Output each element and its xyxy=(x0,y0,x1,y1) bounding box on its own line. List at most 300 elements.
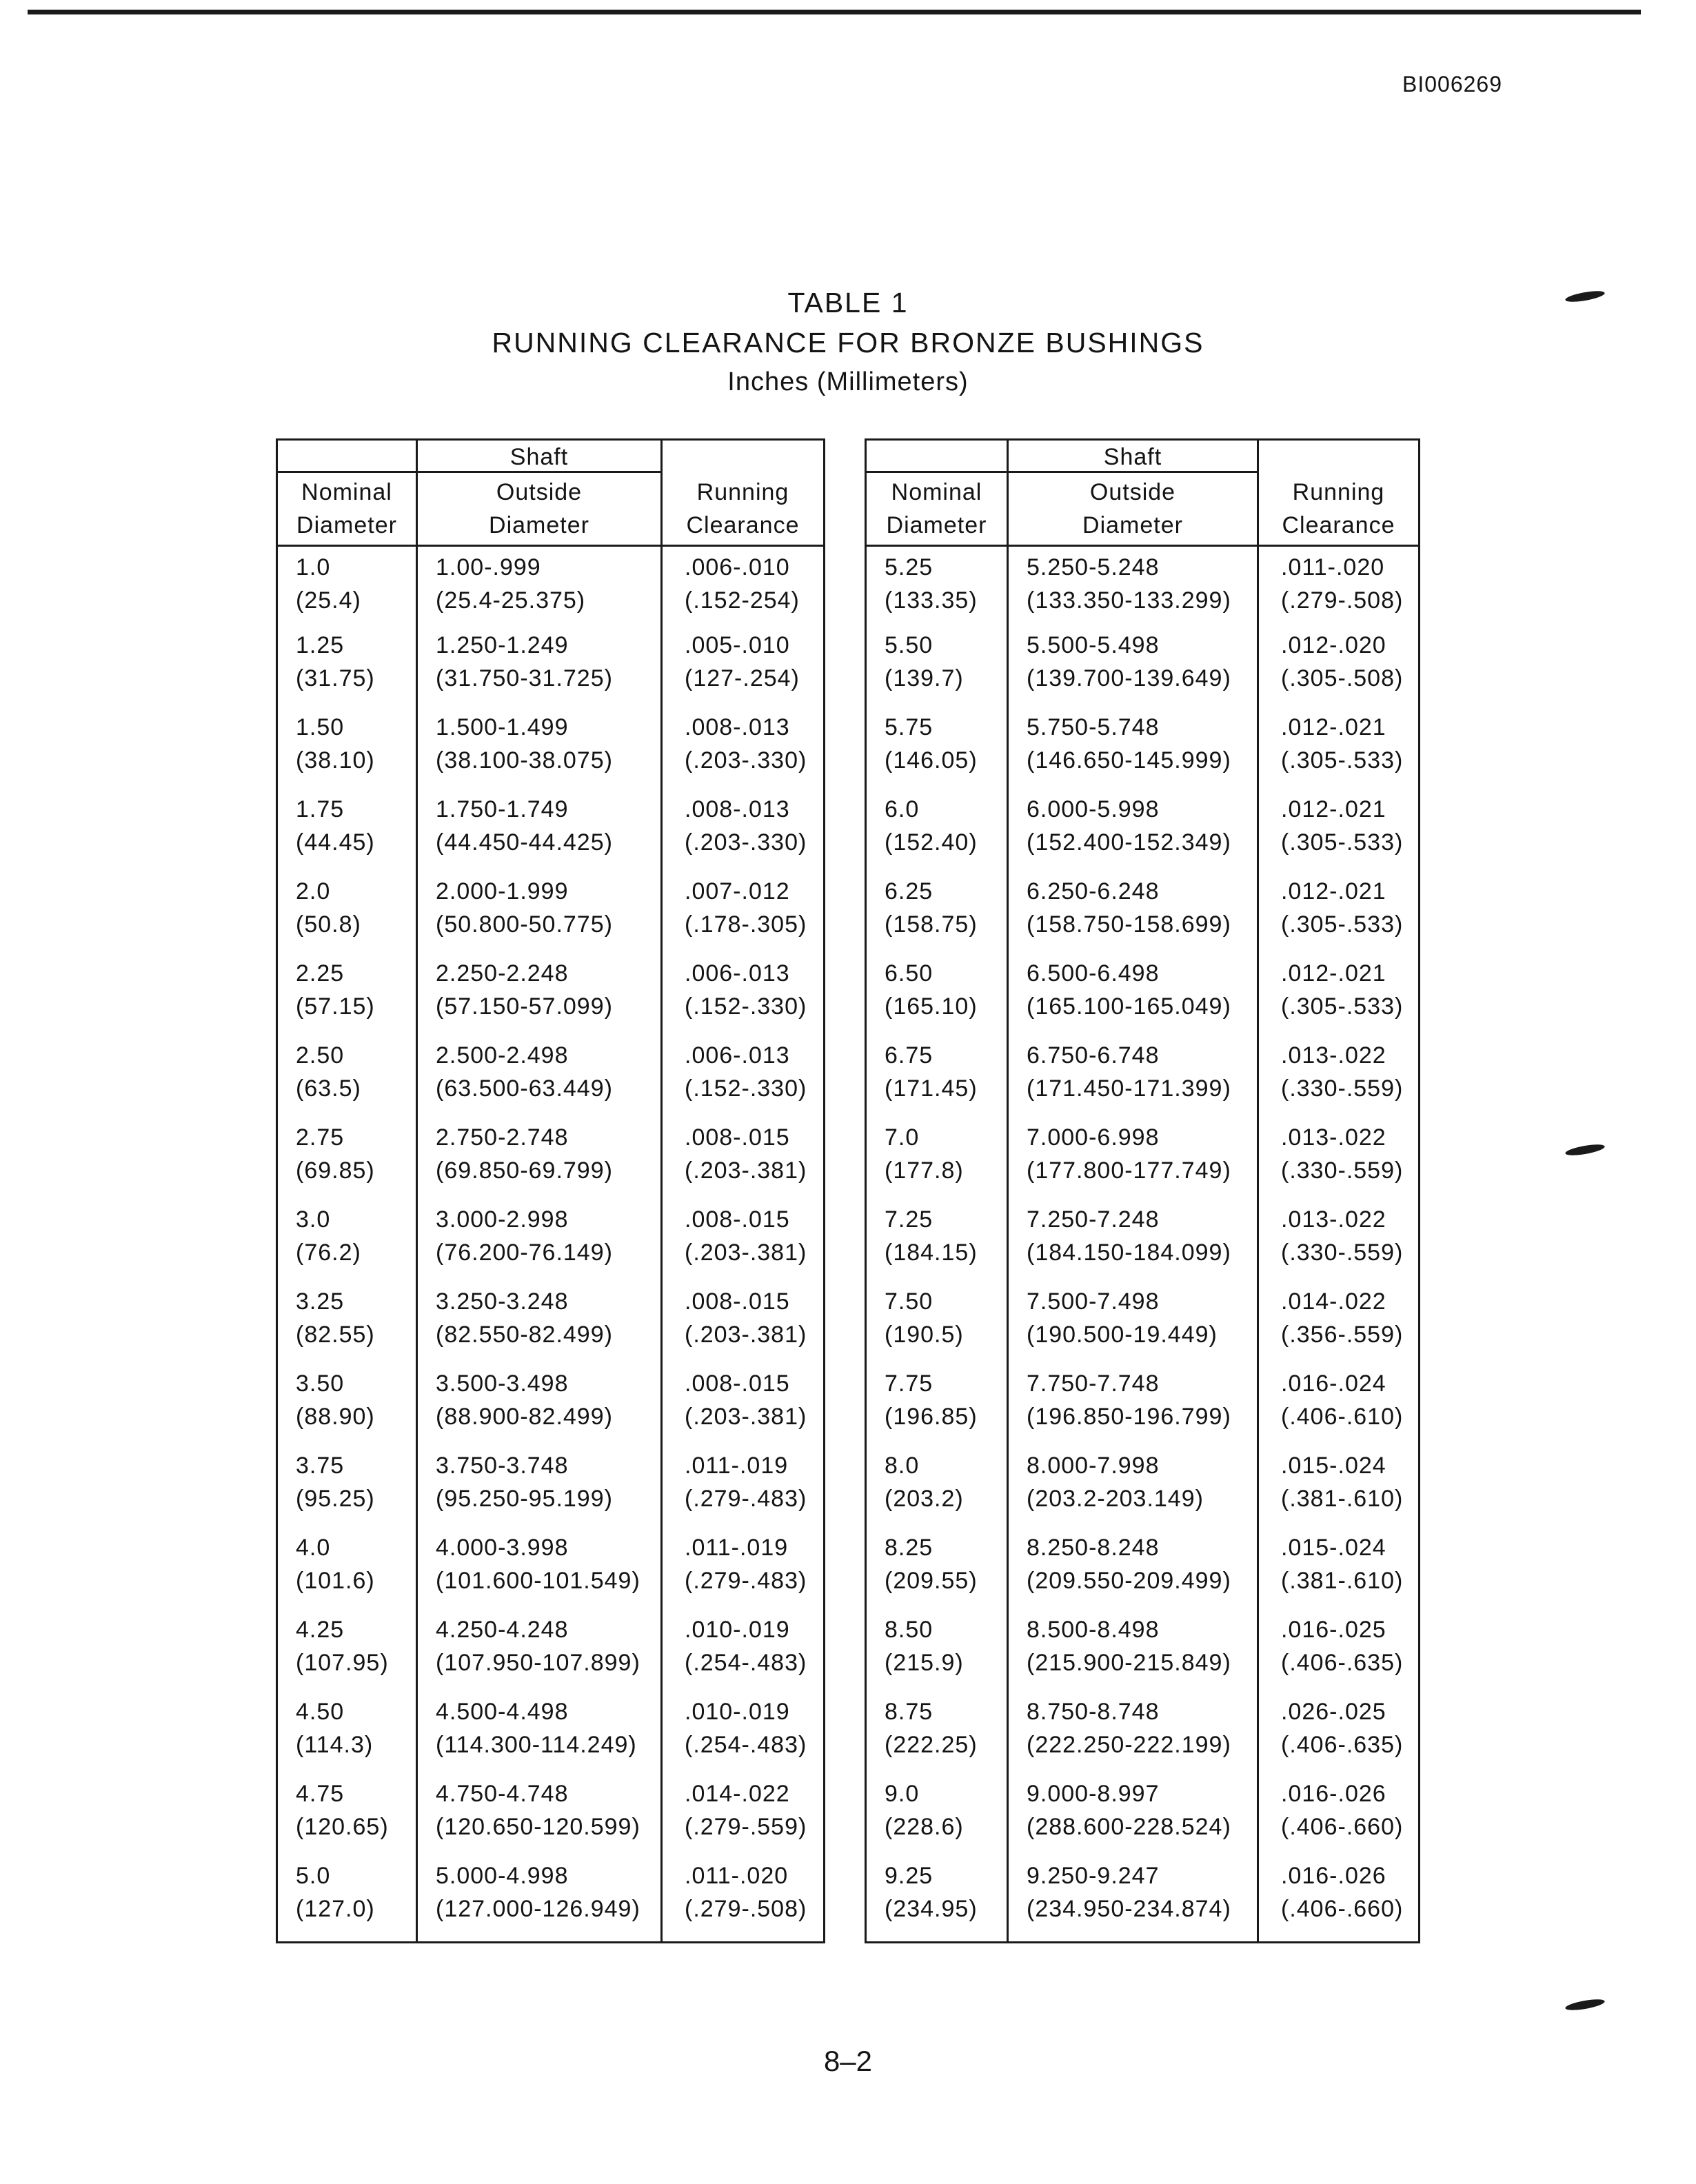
value-millimeters: (158.750-158.699) xyxy=(1027,911,1231,938)
table-row xyxy=(277,1203,825,1285)
nominal-cell xyxy=(866,1695,1008,1777)
value-millimeters: (.203-.330) xyxy=(685,747,807,774)
running-clearance-cell xyxy=(1258,1613,1420,1695)
header-line: Nominal xyxy=(891,479,982,505)
value-millimeters: (.381-.610) xyxy=(1281,1486,1404,1512)
value-inches: 3.000-2.998 xyxy=(436,1206,569,1233)
table-row xyxy=(866,957,1420,1039)
value-inches: 1.500-1.499 xyxy=(436,714,569,740)
value-millimeters: (.305-.533) xyxy=(1281,911,1404,938)
value-inches: 7.500-7.498 xyxy=(1027,1288,1160,1315)
units-label: Inches (Millimeters) xyxy=(727,367,969,396)
value-millimeters: (222.250-222.199) xyxy=(1027,1732,1231,1758)
table-row xyxy=(866,1777,1420,1859)
value-millimeters: (88.900-82.499) xyxy=(436,1404,613,1430)
value-inches: 1.00-.999 xyxy=(436,554,541,580)
nominal-cell xyxy=(866,1285,1008,1367)
top-rule xyxy=(28,10,1641,14)
running-clearance-cell xyxy=(662,1695,825,1777)
value-millimeters: (.203-.381) xyxy=(685,1322,807,1348)
nominal-cell xyxy=(277,711,417,793)
value-millimeters: (.152-.330) xyxy=(685,993,807,1020)
running-clearance-cell xyxy=(1258,793,1420,875)
table-row xyxy=(866,1449,1420,1531)
value-millimeters: (165.100-165.049) xyxy=(1027,993,1231,1020)
value-inches: 4.750-4.748 xyxy=(436,1781,569,1807)
value-inches: 6.250-6.248 xyxy=(1027,878,1160,904)
value-inches: 6.50 xyxy=(885,960,933,987)
table-row xyxy=(277,629,825,711)
value-millimeters: (82.550-82.499) xyxy=(436,1322,613,1348)
nominal-cell xyxy=(277,875,417,957)
outside-diameter-cell xyxy=(1008,793,1258,875)
value-millimeters: (203.2-203.149) xyxy=(1027,1486,1204,1512)
outside-diameter-cell xyxy=(1008,1531,1258,1613)
value-inches: 6.500-6.498 xyxy=(1027,960,1160,987)
outside-diameter-cell xyxy=(1008,1613,1258,1695)
value-millimeters: (.178-.305) xyxy=(685,911,807,938)
value-millimeters: (139.700-139.649) xyxy=(1027,665,1231,691)
value-inches: 5.75 xyxy=(885,714,933,740)
running-clearance-cell xyxy=(662,957,825,1039)
value-inches: 1.50 xyxy=(296,714,345,740)
value-millimeters: (165.10) xyxy=(885,993,978,1020)
table-row xyxy=(277,1531,825,1613)
running-clearance-cell xyxy=(1258,875,1420,957)
value-inches: .016-.025 xyxy=(1281,1617,1386,1643)
value-inches: 5.750-5.748 xyxy=(1027,714,1160,740)
value-inches: 1.75 xyxy=(296,796,345,822)
value-inches: .012-.021 xyxy=(1281,960,1386,987)
value-inches: .012-.021 xyxy=(1281,796,1386,822)
nominal-cell xyxy=(277,1531,417,1613)
value-millimeters: (215.9) xyxy=(885,1650,964,1676)
value-millimeters: (101.6) xyxy=(296,1568,375,1594)
table-subtitle: RUNNING CLEARANCE FOR BRONZE BUSHINGS xyxy=(492,327,1204,358)
outside-diameter-cell xyxy=(1008,1695,1258,1777)
value-inches: 7.750-7.748 xyxy=(1027,1371,1160,1397)
value-inches: .010-.019 xyxy=(685,1699,790,1725)
value-millimeters: (.279-.559) xyxy=(685,1814,807,1840)
table-row xyxy=(866,1039,1420,1121)
outside-diameter-cell xyxy=(1008,1121,1258,1203)
table-row xyxy=(866,1531,1420,1613)
value-inches: 2.25 xyxy=(296,960,345,987)
value-millimeters: (114.300-114.249) xyxy=(436,1732,637,1758)
value-inches: .015-.024 xyxy=(1281,1535,1386,1561)
header-blank xyxy=(662,440,825,472)
running-clearance-cell xyxy=(1258,546,1420,629)
value-inches: 4.50 xyxy=(296,1699,345,1725)
outside-diameter-cell xyxy=(417,711,662,793)
table-row xyxy=(277,1285,825,1367)
value-inches: 5.000-4.998 xyxy=(436,1863,569,1889)
value-millimeters: (95.250-95.199) xyxy=(436,1486,613,1512)
value-millimeters: (.305-.533) xyxy=(1281,829,1404,856)
table-row xyxy=(277,1777,825,1859)
value-inches: 7.000-6.998 xyxy=(1027,1124,1160,1151)
outside-diameter-cell xyxy=(417,1449,662,1531)
nominal-cell xyxy=(277,546,417,629)
table-row xyxy=(277,1859,825,1943)
value-inches: .014-.022 xyxy=(1281,1288,1386,1315)
nominal-cell xyxy=(866,875,1008,957)
table-row xyxy=(277,793,825,875)
running-clearance-cell xyxy=(662,629,825,711)
value-millimeters: (38.10) xyxy=(296,747,375,774)
value-millimeters: (.406-.660) xyxy=(1281,1896,1404,1922)
outside-diameter-cell xyxy=(417,1777,662,1859)
value-inches: 9.25 xyxy=(885,1863,933,1889)
value-millimeters: (158.75) xyxy=(885,911,978,938)
value-inches: .014-.022 xyxy=(685,1781,790,1807)
value-millimeters: (.152-.330) xyxy=(685,1075,807,1102)
value-millimeters: (209.550-209.499) xyxy=(1027,1568,1231,1594)
header-line: Running xyxy=(1292,479,1385,505)
header-shaft: Shaft xyxy=(417,440,662,472)
value-millimeters: (184.15) xyxy=(885,1240,978,1266)
header-running-clearance xyxy=(662,472,825,546)
clearance-table-left xyxy=(276,438,825,1943)
value-inches: .011-.020 xyxy=(685,1863,789,1889)
outside-diameter-cell xyxy=(1008,875,1258,957)
nominal-cell xyxy=(277,1613,417,1695)
running-clearance-cell xyxy=(1258,1777,1420,1859)
value-millimeters: (146.650-145.999) xyxy=(1027,747,1231,774)
value-millimeters: (50.800-50.775) xyxy=(436,911,613,938)
value-millimeters: (.203-.330) xyxy=(685,829,807,856)
nominal-cell xyxy=(866,1121,1008,1203)
table-row xyxy=(277,1367,825,1449)
value-millimeters: (.254-.483) xyxy=(685,1732,807,1758)
value-millimeters: (.203-.381) xyxy=(685,1157,807,1184)
nominal-cell xyxy=(866,1367,1008,1449)
value-inches: .006-.013 xyxy=(685,1042,790,1069)
value-millimeters: (.254-.483) xyxy=(685,1650,807,1676)
outside-diameter-cell xyxy=(417,546,662,629)
value-millimeters: (.305-.508) xyxy=(1281,665,1404,691)
value-inches: .013-.022 xyxy=(1281,1042,1386,1069)
value-inches: 1.25 xyxy=(296,632,345,658)
running-clearance-cell xyxy=(1258,1367,1420,1449)
value-inches: 9.0 xyxy=(885,1781,920,1807)
outside-diameter-cell xyxy=(1008,546,1258,629)
value-millimeters: (.406-.610) xyxy=(1281,1404,1404,1430)
value-inches: .007-.012 xyxy=(685,878,790,904)
value-millimeters: (288.600-228.524) xyxy=(1027,1814,1231,1840)
value-millimeters: (57.15) xyxy=(296,993,375,1020)
table-title: TABLE 1 xyxy=(787,287,909,318)
value-millimeters: (209.55) xyxy=(885,1568,978,1594)
value-millimeters: (127.0) xyxy=(296,1896,375,1922)
value-inches: 8.0 xyxy=(885,1453,920,1479)
running-clearance-cell xyxy=(662,1367,825,1449)
value-inches: 8.000-7.998 xyxy=(1027,1453,1160,1479)
value-inches: 1.0 xyxy=(296,554,331,580)
running-clearance-cell xyxy=(1258,1695,1420,1777)
value-inches: 7.0 xyxy=(885,1124,920,1151)
nominal-cell xyxy=(866,1203,1008,1285)
value-inches: 6.750-6.748 xyxy=(1027,1042,1160,1069)
value-millimeters: (120.650-120.599) xyxy=(436,1814,640,1840)
running-clearance-cell xyxy=(1258,629,1420,711)
value-millimeters: (.279-.483) xyxy=(685,1486,807,1512)
value-inches: 1.750-1.749 xyxy=(436,796,569,822)
value-inches: 8.50 xyxy=(885,1617,933,1643)
value-millimeters: (69.85) xyxy=(296,1157,375,1184)
value-millimeters: (.279-.508) xyxy=(1281,587,1404,614)
value-millimeters: (.330-.559) xyxy=(1281,1240,1404,1266)
value-millimeters: (196.850-196.799) xyxy=(1027,1404,1231,1430)
value-millimeters: (127.000-126.949) xyxy=(436,1896,640,1922)
value-inches: 2.75 xyxy=(296,1124,345,1151)
table-row xyxy=(866,1285,1420,1367)
value-inches: .010-.019 xyxy=(685,1617,790,1643)
header-blank xyxy=(866,440,1008,472)
value-millimeters: (177.800-177.749) xyxy=(1027,1157,1231,1184)
running-clearance-cell xyxy=(662,1121,825,1203)
value-inches: 3.75 xyxy=(296,1453,345,1479)
value-millimeters: (152.40) xyxy=(885,829,978,856)
value-millimeters: (76.2) xyxy=(296,1240,361,1266)
value-inches: 4.500-4.498 xyxy=(436,1699,569,1725)
nominal-cell xyxy=(866,1859,1008,1943)
nominal-cell xyxy=(277,793,417,875)
running-clearance-cell xyxy=(1258,1531,1420,1613)
value-millimeters: (44.45) xyxy=(296,829,375,856)
value-inches: 7.250-7.248 xyxy=(1027,1206,1160,1233)
title-block xyxy=(0,283,1696,401)
value-millimeters: (63.5) xyxy=(296,1075,361,1102)
value-inches: 4.0 xyxy=(296,1535,331,1561)
value-millimeters: (88.90) xyxy=(296,1404,375,1430)
header-blank xyxy=(277,440,417,472)
running-clearance-cell xyxy=(662,1777,825,1859)
outside-diameter-cell xyxy=(1008,711,1258,793)
value-inches: 8.25 xyxy=(885,1535,933,1561)
document-id: BI006269 xyxy=(1402,72,1503,97)
value-inches: 6.0 xyxy=(885,796,920,822)
value-inches: .008-.015 xyxy=(685,1288,790,1315)
value-inches: 8.500-8.498 xyxy=(1027,1617,1160,1643)
value-inches: 7.25 xyxy=(885,1206,933,1233)
value-inches: 2.50 xyxy=(296,1042,345,1069)
value-millimeters: (120.65) xyxy=(296,1814,389,1840)
running-clearance-cell xyxy=(662,711,825,793)
value-inches: 6.000-5.998 xyxy=(1027,796,1160,822)
value-millimeters: (.203-.381) xyxy=(685,1240,807,1266)
value-millimeters: (.356-.559) xyxy=(1281,1322,1404,1348)
table-row xyxy=(866,1859,1420,1943)
table-row xyxy=(866,1121,1420,1203)
value-inches: 6.25 xyxy=(885,878,933,904)
value-inches: .015-.024 xyxy=(1281,1453,1386,1479)
value-millimeters: (171.450-171.399) xyxy=(1027,1075,1231,1102)
value-inches: 5.250-5.248 xyxy=(1027,554,1160,580)
outside-diameter-cell xyxy=(1008,1039,1258,1121)
value-millimeters: (222.25) xyxy=(885,1732,978,1758)
value-millimeters: (.406-.660) xyxy=(1281,1814,1404,1840)
value-millimeters: (133.350-133.299) xyxy=(1027,587,1231,614)
nominal-cell xyxy=(866,1039,1008,1121)
running-clearance-cell xyxy=(662,1285,825,1367)
outside-diameter-cell xyxy=(1008,1859,1258,1943)
value-inches: .006-.013 xyxy=(685,960,790,987)
outside-diameter-cell xyxy=(417,1039,662,1121)
value-millimeters: (184.150-184.099) xyxy=(1027,1240,1231,1266)
value-millimeters: (177.8) xyxy=(885,1157,964,1184)
value-inches: 2.000-1.999 xyxy=(436,878,569,904)
header-line: Diameter xyxy=(886,512,987,538)
value-inches: 9.250-9.247 xyxy=(1027,1863,1160,1889)
outside-diameter-cell xyxy=(417,1285,662,1367)
outside-diameter-cell xyxy=(1008,1203,1258,1285)
value-millimeters: (63.500-63.449) xyxy=(436,1075,613,1102)
nominal-cell xyxy=(277,1695,417,1777)
header-running-clearance xyxy=(1258,472,1420,546)
table-body-left xyxy=(277,546,825,1943)
value-inches: .013-.022 xyxy=(1281,1206,1386,1233)
header-line: Running xyxy=(696,479,789,505)
value-inches: 3.250-3.248 xyxy=(436,1288,569,1315)
value-millimeters: (190.500-19.449) xyxy=(1027,1322,1218,1348)
running-clearance-cell xyxy=(1258,1449,1420,1531)
value-millimeters: (82.55) xyxy=(296,1322,375,1348)
value-inches: 4.75 xyxy=(296,1781,345,1807)
nominal-cell xyxy=(277,957,417,1039)
nominal-cell xyxy=(277,1777,417,1859)
value-inches: .011-.019 xyxy=(685,1453,789,1479)
value-millimeters: (215.900-215.849) xyxy=(1027,1650,1231,1676)
value-inches: 3.500-3.498 xyxy=(436,1371,569,1397)
outside-diameter-cell xyxy=(417,1695,662,1777)
table-row xyxy=(277,711,825,793)
running-clearance-cell xyxy=(1258,1859,1420,1943)
outside-diameter-cell xyxy=(1008,1777,1258,1859)
outside-diameter-cell xyxy=(1008,957,1258,1039)
outside-diameter-cell xyxy=(1008,1367,1258,1449)
table-row xyxy=(277,1121,825,1203)
value-inches: 1.250-1.249 xyxy=(436,632,569,658)
outside-diameter-cell xyxy=(417,957,662,1039)
table-row xyxy=(866,1367,1420,1449)
value-millimeters: (.330-.559) xyxy=(1281,1157,1404,1184)
value-millimeters: (.203-.381) xyxy=(685,1404,807,1430)
running-clearance-cell xyxy=(662,1859,825,1943)
header-blank xyxy=(1258,440,1420,472)
value-inches: .011-.019 xyxy=(685,1535,789,1561)
value-inches: .012-.021 xyxy=(1281,878,1386,904)
value-millimeters: (234.95) xyxy=(885,1896,978,1922)
value-millimeters: (.381-.610) xyxy=(1281,1568,1404,1594)
value-inches: .026-.025 xyxy=(1281,1699,1386,1725)
header-nominal-diameter xyxy=(277,472,417,546)
value-millimeters: (.279-.508) xyxy=(685,1896,807,1922)
running-clearance-cell xyxy=(1258,957,1420,1039)
value-inches: .008-.013 xyxy=(685,796,790,822)
value-inches: 8.750-8.748 xyxy=(1027,1699,1160,1725)
value-inches: 2.0 xyxy=(296,878,331,904)
value-millimeters: (50.8) xyxy=(296,911,361,938)
value-millimeters: (203.2) xyxy=(885,1486,964,1512)
table-row xyxy=(277,1695,825,1777)
value-inches: .006-.010 xyxy=(685,554,790,580)
value-inches: .012-.020 xyxy=(1281,632,1386,658)
nominal-cell xyxy=(277,1449,417,1531)
table-row xyxy=(866,711,1420,793)
clearance-table-right xyxy=(865,438,1420,1943)
value-millimeters: (.305-.533) xyxy=(1281,747,1404,774)
table-row xyxy=(277,957,825,1039)
value-inches: 7.75 xyxy=(885,1371,933,1397)
value-millimeters: (101.600-101.549) xyxy=(436,1568,640,1594)
value-millimeters: (.152-254) xyxy=(685,587,800,614)
value-inches: .012-.021 xyxy=(1281,714,1386,740)
running-clearance-cell xyxy=(662,875,825,957)
value-millimeters: (196.85) xyxy=(885,1404,978,1430)
value-inches: 4.25 xyxy=(296,1617,345,1643)
value-inches: 2.250-2.248 xyxy=(436,960,569,987)
value-millimeters: (95.25) xyxy=(296,1486,375,1512)
header-outside-diameter xyxy=(1008,472,1258,546)
value-inches: 5.25 xyxy=(885,554,933,580)
value-inches: 6.75 xyxy=(885,1042,933,1069)
outside-diameter-cell xyxy=(417,1613,662,1695)
table-row xyxy=(277,875,825,957)
value-inches: .005-.010 xyxy=(685,632,790,658)
value-millimeters: (.406-.635) xyxy=(1281,1650,1404,1676)
value-millimeters: (.305-.533) xyxy=(1281,993,1404,1020)
value-millimeters: (25.4-25.375) xyxy=(436,587,586,614)
value-millimeters: (139.7) xyxy=(885,665,964,691)
value-millimeters: (31.75) xyxy=(296,665,375,691)
running-clearance-cell xyxy=(1258,1203,1420,1285)
value-millimeters: (38.100-38.075) xyxy=(436,747,613,774)
value-millimeters: (25.4) xyxy=(296,587,361,614)
value-inches: 9.000-8.997 xyxy=(1027,1781,1160,1807)
value-millimeters: (152.400-152.349) xyxy=(1027,829,1231,856)
header-line: Nominal xyxy=(301,479,392,505)
value-inches: .008-.015 xyxy=(685,1371,790,1397)
value-inches: .016-.024 xyxy=(1281,1371,1386,1397)
nominal-cell xyxy=(866,1531,1008,1613)
nominal-cell xyxy=(866,546,1008,629)
header-line: Clearance xyxy=(686,512,800,538)
value-inches: 3.0 xyxy=(296,1206,331,1233)
outside-diameter-cell xyxy=(417,1367,662,1449)
value-inches: 8.250-8.248 xyxy=(1027,1535,1160,1561)
table-row xyxy=(277,1039,825,1121)
running-clearance-cell xyxy=(662,793,825,875)
value-inches: 5.50 xyxy=(885,632,933,658)
table-row xyxy=(866,793,1420,875)
running-clearance-cell xyxy=(662,1449,825,1531)
table-body-right xyxy=(866,546,1420,1943)
value-millimeters: (76.200-76.149) xyxy=(436,1240,613,1266)
nominal-cell xyxy=(277,1367,417,1449)
outside-diameter-cell xyxy=(1008,629,1258,711)
outside-diameter-cell xyxy=(417,793,662,875)
outside-diameter-cell xyxy=(417,629,662,711)
nominal-cell xyxy=(277,1859,417,1943)
value-inches: .008-.015 xyxy=(685,1124,790,1151)
nominal-cell xyxy=(866,711,1008,793)
value-inches: 2.500-2.498 xyxy=(436,1042,569,1069)
header-line: Outside xyxy=(1089,479,1176,505)
margin-mark xyxy=(1564,1142,1605,1157)
table-row xyxy=(866,1695,1420,1777)
value-inches: 3.25 xyxy=(296,1288,345,1315)
